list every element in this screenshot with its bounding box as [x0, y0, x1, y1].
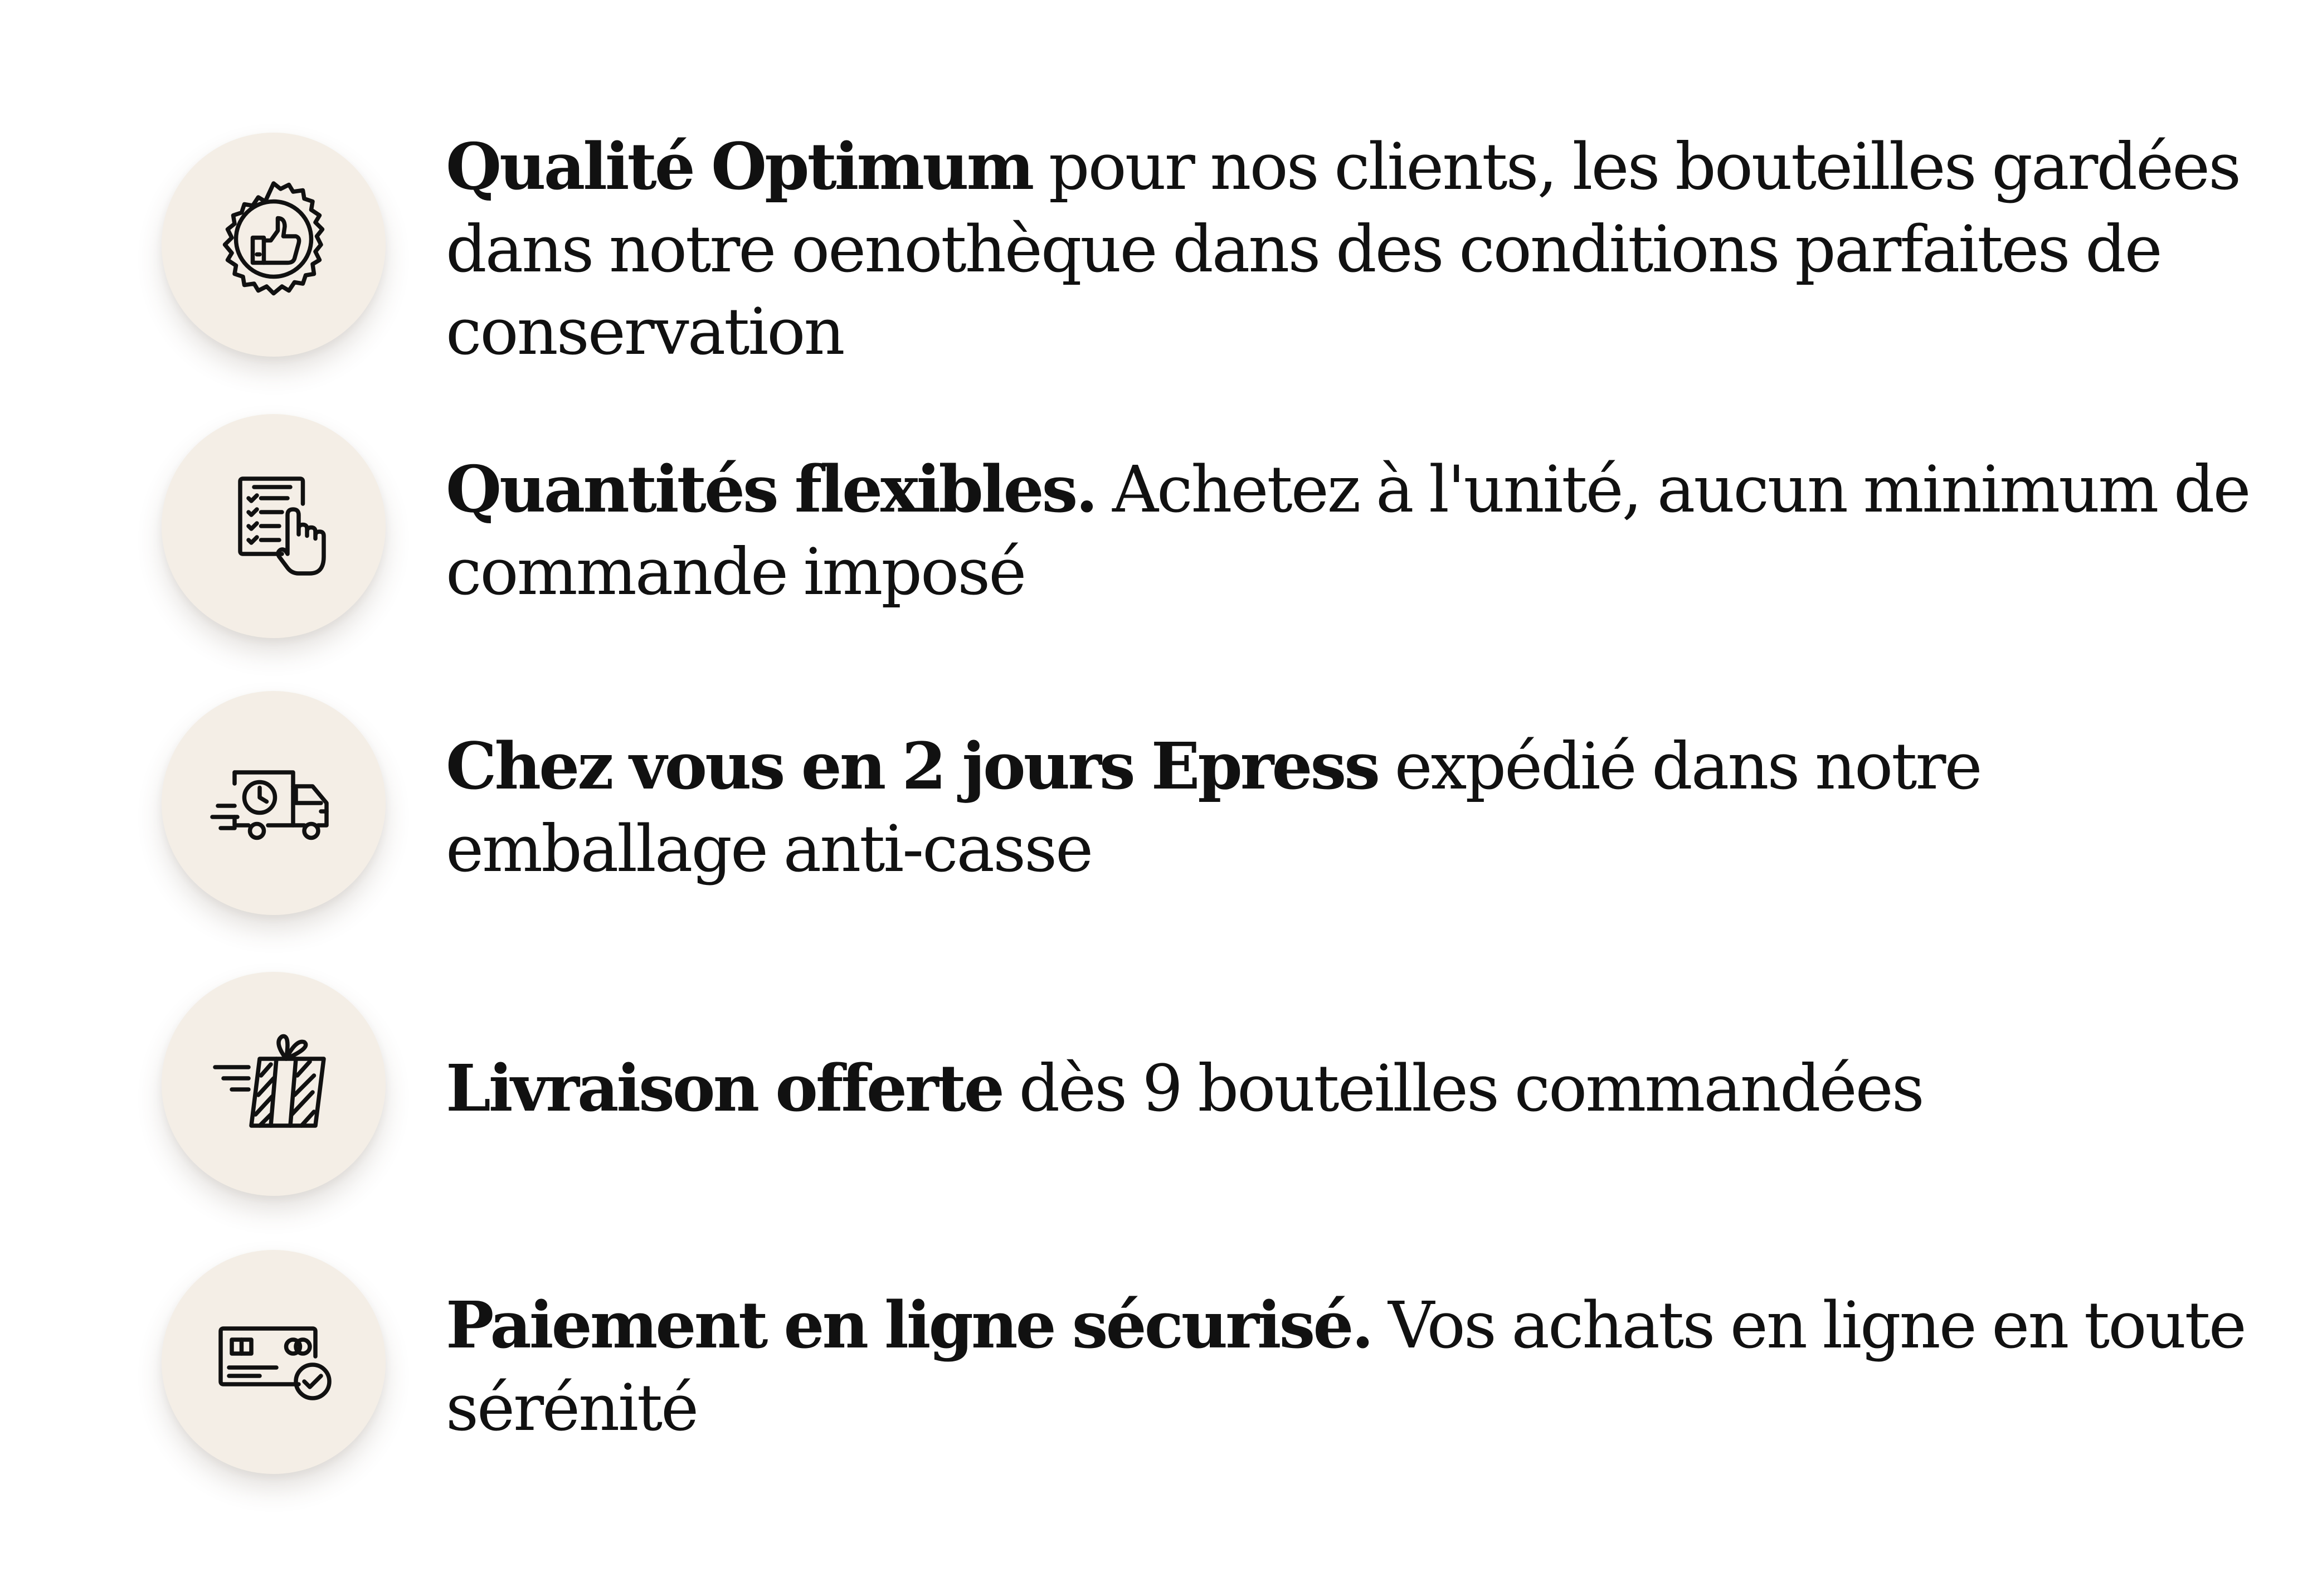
feature-description: Achetez à l'unité, aucun minimum de commande imposé: [446, 452, 2250, 610]
features-list: [162, 0, 2250, 1596]
feature-title: Chez vous en 2 jours Epress: [446, 729, 1379, 804]
feature-text: [446, 126, 2285, 373]
feature-title: Livraison offerte: [446, 1051, 1002, 1126]
feature-description: dès 9 bouteilles commandées: [1002, 1052, 1923, 1126]
feature-flexible-quantities: [162, 414, 2250, 648]
feature-secure-payment: [162, 1250, 2245, 1484]
delivery-truck-clock-icon: [204, 733, 343, 873]
feature-express-delivery: [162, 691, 2223, 925]
icon-circle: [162, 691, 386, 915]
feature-title: Quantités flexibles.: [446, 452, 1096, 527]
feature-description: expédié dans notre emballage anti-casse: [446, 729, 1981, 887]
icon-circle: [162, 1250, 386, 1474]
icon-circle: [162, 133, 386, 357]
secure-card-icon: [204, 1292, 343, 1432]
feature-text: [446, 1048, 2285, 1130]
icon-circle: [162, 972, 386, 1196]
feature-quality: [162, 129, 2240, 369]
feature-text: [446, 449, 2285, 614]
feature-title: Paiement en ligne sécurisé.: [446, 1288, 1372, 1363]
feature-title: Qualité Optimum: [446, 129, 1033, 205]
gift-box-icon: [204, 1014, 343, 1154]
feature-description: Vos achats en ligne en toute sérénité: [446, 1288, 2245, 1446]
feature-description: pour nos clients, les bouteilles gardées dans notre oenothèque dans des conditions parfaites de conservation: [446, 130, 2240, 369]
checklist-hand-icon: [204, 456, 343, 596]
feature-text: [446, 1284, 2285, 1449]
feature-free-delivery: [162, 972, 2223, 1206]
feature-text: [446, 726, 2285, 891]
icon-circle: [162, 414, 386, 638]
thumbs-up-badge-icon: [204, 175, 343, 314]
